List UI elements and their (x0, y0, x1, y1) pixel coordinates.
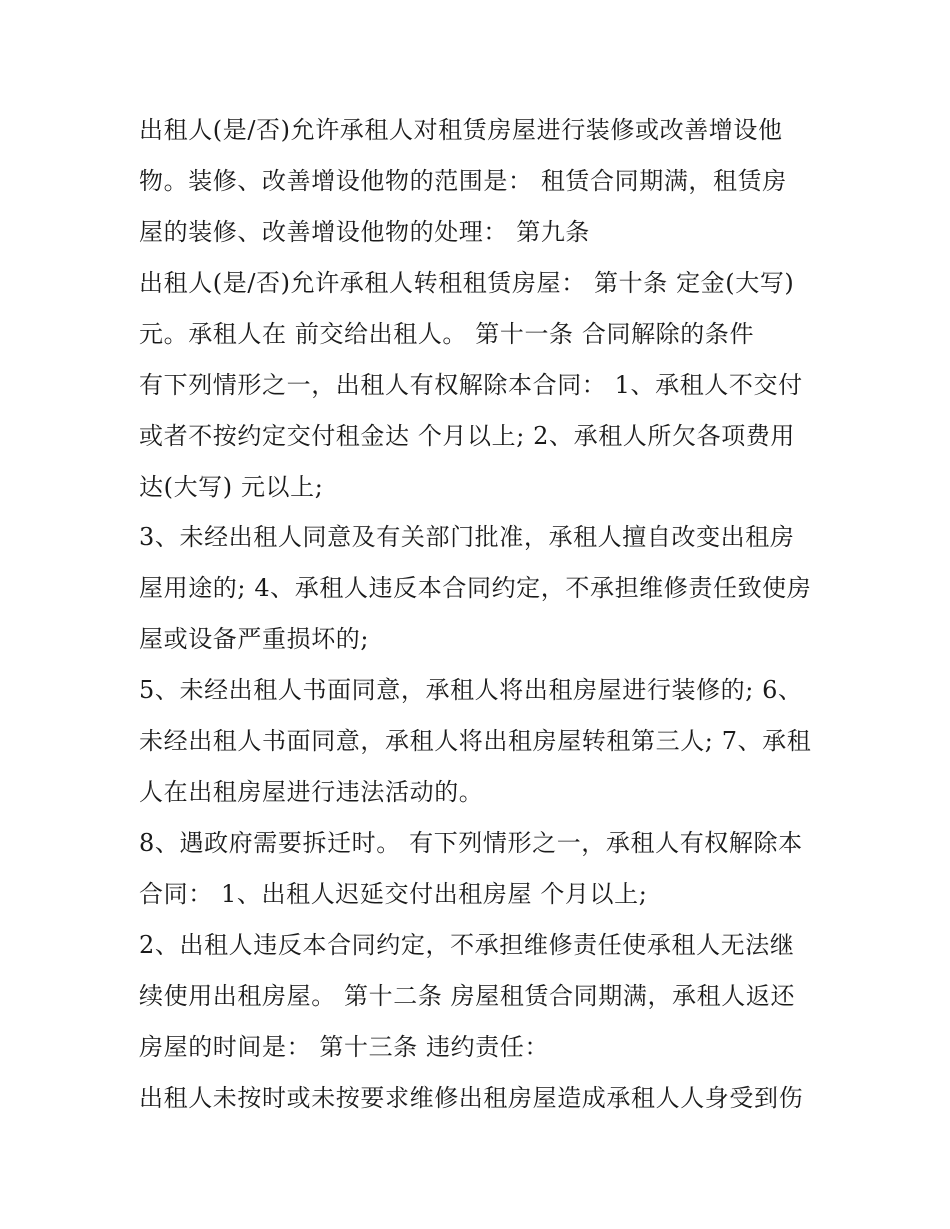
text-line: 未经出租人书面同意，承租人将出租房屋转租第三人; 7、承租 (139, 727, 812, 755)
text-line: 有下列情形之一，出租人有权解除本合同： 1、承租人不交付 (139, 371, 803, 399)
text-line: 或者不按约定交付租金达 个月以上; 2、承租人所欠各项费用 (139, 422, 796, 450)
text-line: 3、未经出租人同意及有关部门批准，承租人擅自改变出租房 (139, 523, 795, 551)
text-line: 达(大写) 元以上; (139, 473, 324, 501)
text-line: 屋或设备严重损坏的; (139, 625, 370, 653)
text-line: 出租人未按时或未按要求维修出租房屋造成承租人人身受到伤 (139, 1084, 804, 1112)
text-line: 出租人(是/否)允许承租人转租租赁房屋： 第十条 定金(大写) (139, 269, 795, 297)
text-line: 2、出租人违反本合同约定，不承担维修责任使承租人无法继 (139, 931, 795, 959)
text-line: 元。承租人在 前交给出租人。 第十一条 合同解除的条件 (139, 320, 755, 348)
text-line: 出租人(是/否)允许承租人对租赁房屋进行装修或改善增设他 (139, 116, 783, 144)
text-line: 物。装修、改善增设他物的范围是： 租赁合同期满，租赁房 (139, 167, 787, 195)
text-line: 屋的装修、改善增设他物的处理： 第九条 (139, 218, 591, 246)
text-line: 8、遇政府需要拆迁时。 有下列情形之一，承租人有权解除本 (139, 829, 803, 857)
text-line: 5、未经出租人书面同意，承租人将出租房屋进行装修的; 6、 (139, 676, 803, 704)
text-line: 人在出租房屋进行违法活动的。 (139, 778, 484, 806)
text-line: 房屋的时间是： 第十三条 违约责任： (139, 1033, 550, 1061)
text-line: 屋用途的; 4、承租人违反本合同约定，不承担维修责任致使房 (139, 574, 812, 602)
text-line: 续使用出租房屋。 第十二条 房屋租赁合同期满，承租人返还 (139, 982, 796, 1010)
text-line: 合同： 1、出租人迟延交付出租房屋 个月以上; (139, 880, 648, 908)
